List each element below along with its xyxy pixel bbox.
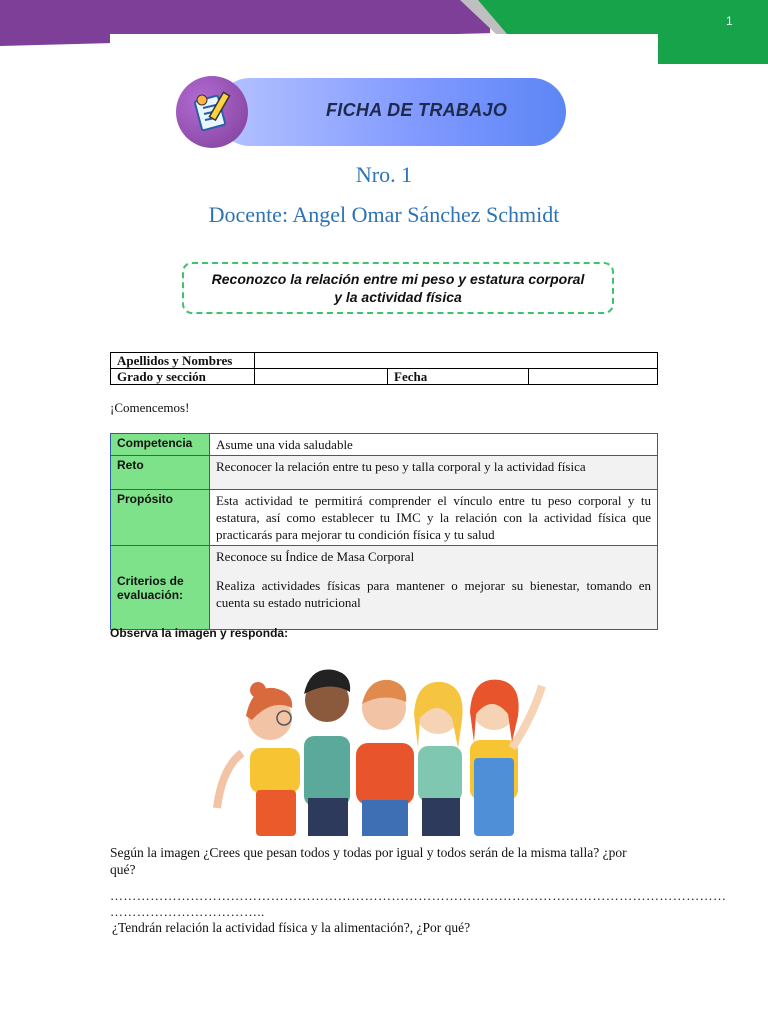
activity-title: Reconozco la relación entre mi peso y estatura corporal y la actividad física — [211, 271, 585, 305]
page-number: 1 — [726, 14, 733, 28]
proposito-value: Esta actividad te permitirá comprender el vínculo entre tu peso corporal y tu estatura, así como establecer tu IMC y la relación con la actividad física que practicarás para mejorar tu condición física y tu salud — [210, 490, 658, 546]
intro-text: ¡Comencemos! — [110, 400, 190, 415]
criterios-cell — [210, 546, 658, 630]
competencia-label: Competencia — [111, 434, 210, 456]
question-1: Según la imagen ¿Crees que pesan todos y todas por igual y todos serán de la misma talla? ¿por qué? — [110, 845, 627, 877]
teacher-name: Docente: Angel Omar Sánchez Schmidt — [208, 202, 560, 227]
grado-label: Grado y sección — [111, 369, 255, 385]
worksheet-icon — [176, 76, 248, 148]
criterios-label: Criterios de evaluación: — [111, 546, 210, 630]
criterio-2: Realiza actividades físicas para mantener o mejorar su bienestar, tomando en cuenta su estado nutricional — [216, 578, 651, 610]
question-2: ¿Tendrán relación la actividad física y la alimentación?, ¿Por qué? — [112, 920, 471, 935]
page-corner-box — [658, 0, 768, 64]
doc-number: Nro. 1 — [355, 162, 413, 187]
title-banner — [176, 76, 566, 148]
apellidos-label: Apellidos y Nombres — [111, 353, 255, 369]
activity-title-box — [182, 262, 614, 314]
banner-title: FICHA DE TRABAJO — [326, 100, 508, 120]
competencia-value: Asume una vida saludable — [210, 434, 658, 456]
apellidos-field[interactable] — [255, 353, 658, 369]
student-info-table — [110, 352, 658, 385]
fecha-field[interactable] — [529, 369, 658, 385]
answer-line-1[interactable]: ………………………………………………………………………………………………………………………… — [110, 888, 727, 903]
competencias-table — [110, 433, 658, 630]
group-of-people-illustration — [212, 658, 557, 838]
grado-field[interactable] — [255, 369, 388, 385]
observe-instruction: Observa la imagen y responda: — [110, 626, 289, 640]
fecha-label: Fecha — [388, 369, 529, 385]
criterio-1: Reconoce su Índice de Masa Corporal — [216, 549, 415, 564]
answer-line-2[interactable]: …………………………….. — [110, 904, 265, 919]
proposito-label: Propósito — [111, 490, 210, 546]
reto-label: Reto — [111, 456, 210, 490]
reto-value: Reconocer la relación entre tu peso y talla corporal y la actividad física — [210, 456, 658, 490]
